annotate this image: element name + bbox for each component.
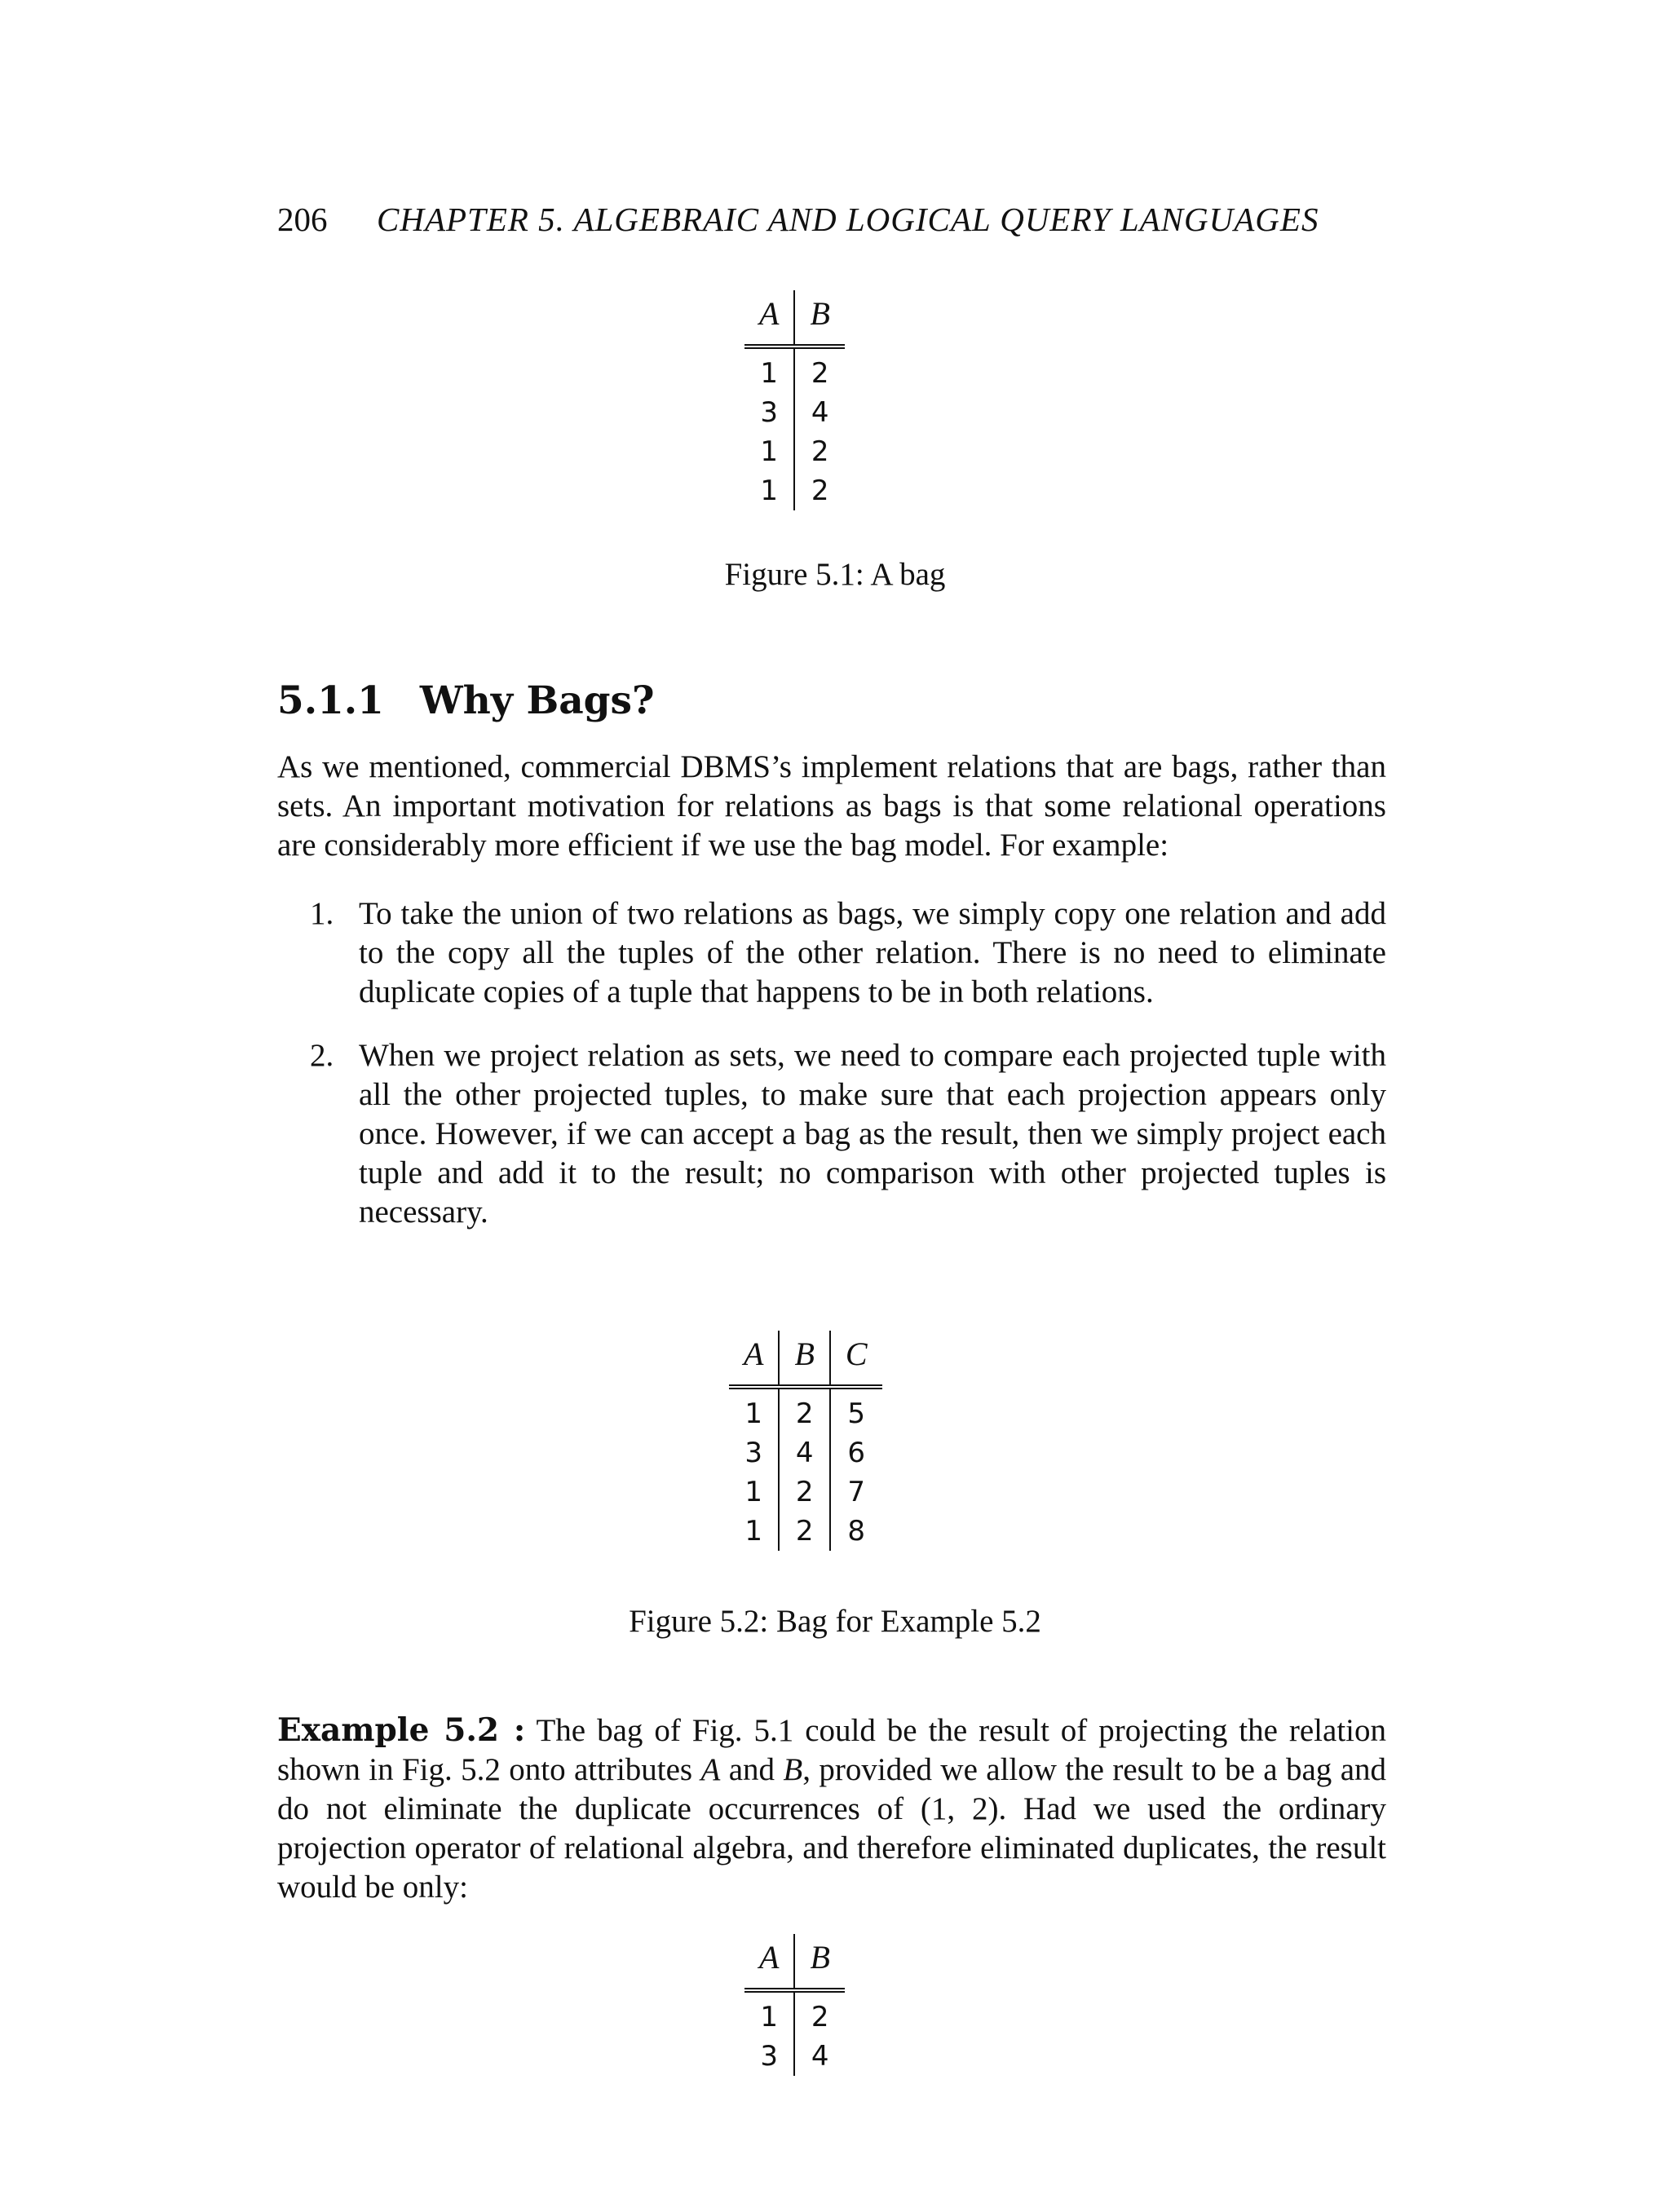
figure-5-2-caption: Figure 5.2: Bag for Example 5.2 (629, 1604, 1041, 1639)
table-row (744, 393, 845, 432)
list-item-text: To take the union of two relations as bags, we simply copy one relation and add to the copy all the tuples of the other relation. There is no need to eliminate duplicate copies of a tuple that happens to be in both relations. (359, 896, 1386, 1009)
column-header: A (729, 1331, 779, 1387)
chapter-title: CHAPTER 5. ALGEBRAIC AND LOGICAL QUERY LANGUAGES (377, 201, 1319, 238)
table-cell: 4 (794, 393, 844, 432)
result-table (744, 1934, 845, 2076)
table-row (744, 471, 845, 510)
numbered-list (310, 894, 1386, 1232)
list-item (310, 894, 1386, 1012)
table-cell: 3 (760, 396, 779, 429)
list-item-text: When we project relation as sets, we need to compare each projected tuple with all the other projected tuples, to make sure that each projection appears only once. However, if we can accept a bag as the result, then we simply project each tuple and add it to the result; no comparison with other projected tuples is necessary. (359, 1038, 1386, 1230)
attribute-name: A (700, 1752, 721, 1787)
column-header: A (744, 1934, 794, 1990)
table-cell: 1 (760, 435, 779, 468)
table-cell: 1 (744, 1515, 763, 1548)
table-row (729, 1472, 882, 1512)
table-cell: 2 (779, 1387, 829, 1433)
figure-5-2-table (729, 1331, 882, 1551)
table-row (744, 347, 845, 393)
table-row (744, 432, 845, 471)
example-label: Example 5.2 : (277, 1711, 526, 1749)
table-row (729, 1387, 882, 1433)
column-header: B (794, 1934, 844, 1990)
table-cell: 2 (794, 347, 844, 393)
table-cell: 1 (760, 2001, 779, 2033)
table-cell: 8 (830, 1512, 882, 1551)
table-row (744, 1990, 845, 2037)
example-text: and (720, 1752, 784, 1787)
list-item (310, 1036, 1386, 1232)
table-cell: 2 (794, 1990, 844, 2037)
attribute-name: B (783, 1752, 803, 1787)
table-cell: 7 (830, 1472, 882, 1512)
table-cell: 2 (779, 1472, 829, 1512)
running-header (277, 200, 1403, 249)
section-heading (277, 678, 655, 723)
intro-paragraph: As we mentioned, commercial DBMS’s implement relations that are bags, rather than sets. An important motivation for relations as bags is that some relational operations are considerably more efficient if we use the bag model. For example: (277, 749, 1386, 863)
section-title: Why Bags? (419, 678, 655, 723)
table-cell: 5 (830, 1387, 882, 1433)
column-header: C (830, 1331, 882, 1387)
table-row (729, 1512, 882, 1551)
column-header: B (794, 290, 844, 347)
example-text: The bag of Fig. 5.1 could be the result of projecting the relation shown in Fig. 5.2 onto attributes (277, 1713, 1386, 1787)
table-cell: 3 (744, 1437, 763, 1469)
table-cell: 1 (744, 1397, 763, 1430)
example-paragraph (277, 1711, 1386, 1907)
table-cell: 2 (794, 471, 844, 510)
section-number: 5.1.1 (277, 678, 384, 723)
table-cell: 6 (830, 1433, 882, 1472)
table-cell: 2 (794, 432, 844, 471)
example-text: , provided we allow the result to be a bag and do not eliminate the duplicate occurrences of (1, 2). Had we used the ordinary projection operator of relational algebra, and therefore eliminated duplicates, the result would be only: (277, 1752, 1386, 1905)
page-number: 206 (277, 201, 328, 238)
figure-5-1-table (744, 290, 845, 510)
table-cell: 1 (744, 1476, 763, 1508)
table-cell: 4 (779, 1433, 829, 1472)
list-marker: 1. (310, 896, 334, 931)
table-cell: 1 (760, 357, 779, 390)
table-row (744, 2037, 845, 2076)
table-cell: 1 (760, 475, 779, 507)
column-header: B (779, 1331, 829, 1387)
column-header: A (744, 290, 794, 347)
table-cell: 3 (760, 2040, 779, 2073)
table-cell: 2 (779, 1512, 829, 1551)
table-row (729, 1433, 882, 1472)
figure-5-1-caption: Figure 5.1: A bag (724, 557, 946, 592)
table-cell: 4 (794, 2037, 844, 2076)
list-marker: 2. (310, 1038, 334, 1073)
